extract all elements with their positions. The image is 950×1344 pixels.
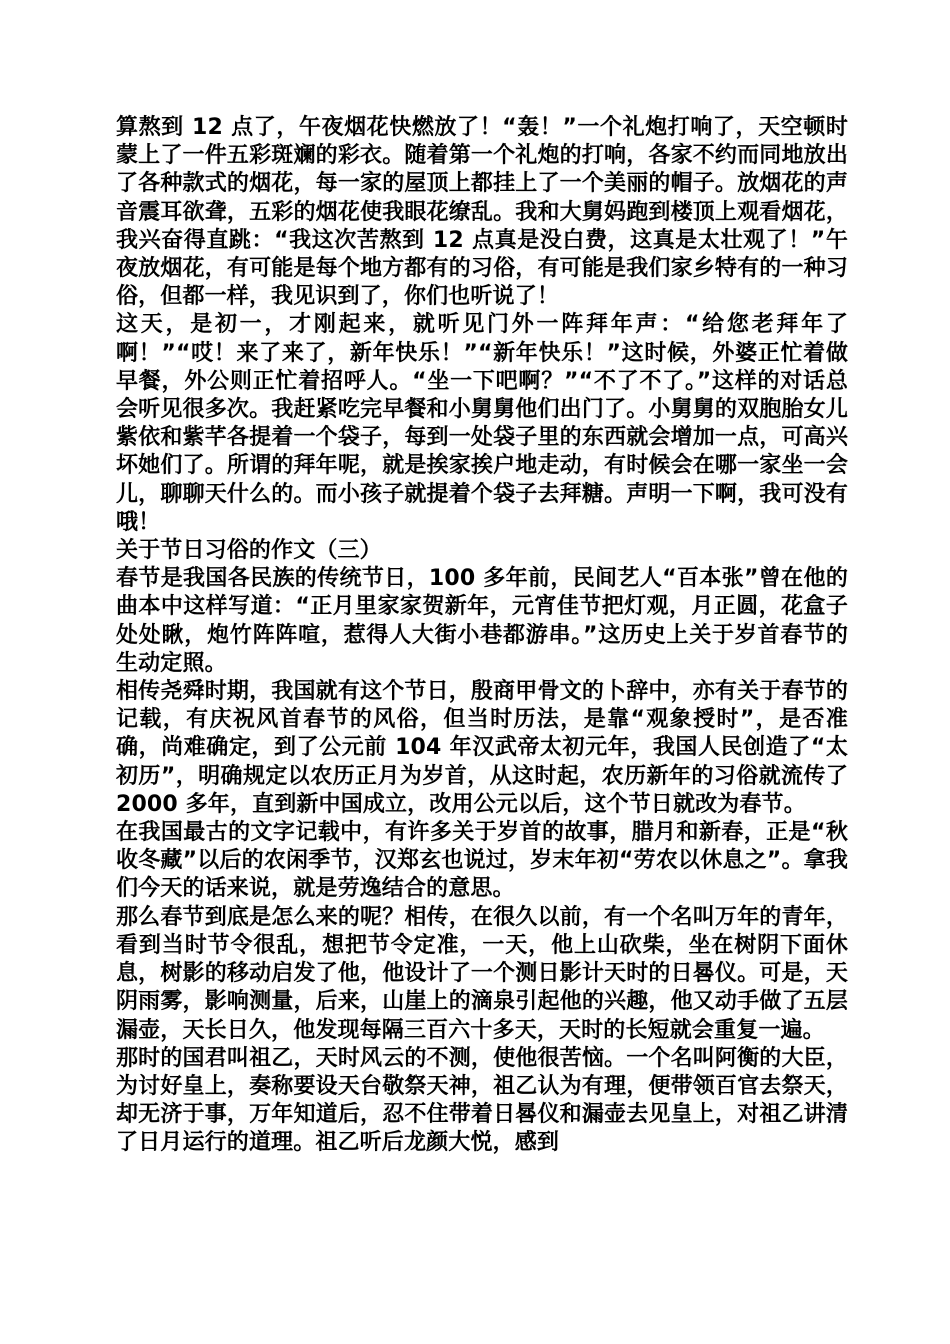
document-body — [116, 114, 848, 1158]
paragraph-1: 算熬到 12 点了，午夜烟花快燃放了！“轰！”一个礼炮打响了，天空顿时蒙上了一件五彩斑斓的彩衣。随着第一个礼炮的打响，各家不约而同地放出了各种款式的烟花，每一家的屋顶上都挂上了一个美丽的帽子。放烟花的声音震耳欲聋，五彩的烟花使我眼花缭乱。我和大舅妈跑到楼顶上观看烟花，我兴奋得直跳：“我这次苦熬到 12 点真是没白费，这真是太壮观了！”午夜放烟花，有可能是每个地方都有的习俗，有可能是我们家乡特有的一种习俗，但都一样，我见识到了，你们也听说了！ — [116, 115, 848, 310]
paragraph-3: 春节是我国各民族的传统节日，100 多年前，民间艺人“百本张”曾在他的曲本中这样写道：“正月里家家贺新年，元宵佳节把灯观，月正圆，花盒子处处瞅，炮竹阵阵喧，惹得人大街小巷都游串。”这历史上关于岁首春节的生动定照。 — [116, 566, 848, 676]
section-heading: 关于节日习俗的作文（三） — [116, 538, 382, 564]
paragraph-2: 这天，是初一，才刚起来，就听见门外一阵拜年声：“给您老拜年了啊！”“哎！来了来了，新年快乐！”“新年快乐！”这时候，外婆正忙着做早餐，外公则正忙着招呼人。“坐一下吧啊？”“不了不了。”这样的对话总会听见很多次。我赶紧吃完早餐和小舅舅他们出门了。小舅舅的双胞胎女儿紫依和紫芊各提着一个袋子，每到一处袋子里的东西就会增加一点，可高兴坏她们了。所谓的拜年呢，就是挨家挨户地走动，有时候会在哪一家坐一会儿，聊聊天什么的。而小孩子就提着个袋子去拜糖。声明一下啊，我可没有哦！ — [116, 312, 848, 535]
paragraph-5: 在我国最古的文字记载中，有许多关于岁首的故事，腊月和新春，正是“秋收冬藏”以后的农闲季节，汉郑玄也说过，岁末年初“劳农以休息之”。拿我们今天的话来说，就是劳逸结合的意思。 — [116, 820, 848, 902]
paragraph-4: 相传尧舜时期，我国就有这个节日，殷商甲骨文的卜辞中，亦有关于春节的记载，有庆祝风首春节的风俗，但当时历法，是靠“观象授时”，是否准确，尚难确定，到了公元前 104 年汉武帝太初元年，我国人民创造了“太初历”，明确规定以农历正月为岁首，从这时起，农历新年的习俗就流传了 2000 多年，直到新中国成立，改用公元以后，这个节日就改为春节。 — [116, 679, 848, 817]
paragraph-7: 那时的国君叫祖乙，天时风云的不测，使他很苦恼。一个名叫阿衡的大臣，为讨好皇上，奏称要设天台敬祭天神，祖乙认为有理，便带领百官去祭天，却无济于事，万年知道后，忍不住带着日晷仪和漏壶去见皇上，对祖乙讲清了日月运行的道理。祖乙听后龙颜大悦，感到 — [116, 1045, 848, 1156]
paragraph-6: 那么春节到底是怎么来的呢？相传，在很久以前，有一个名叫万年的青年，看到当时节令很乱，想把节令定准，一天，他上山砍柴，坐在树阴下面休息，树影的移动启发了他，他设计了一个测日影计天时的日晷仪。可是，天阴雨雾，影响测量，后来，山崖上的滴泉引起他的兴趣，他又动手做了五层漏壶，天长日久，他发现每隔三百六十多天，天时的长短就会重复一遍。 — [116, 904, 848, 1043]
